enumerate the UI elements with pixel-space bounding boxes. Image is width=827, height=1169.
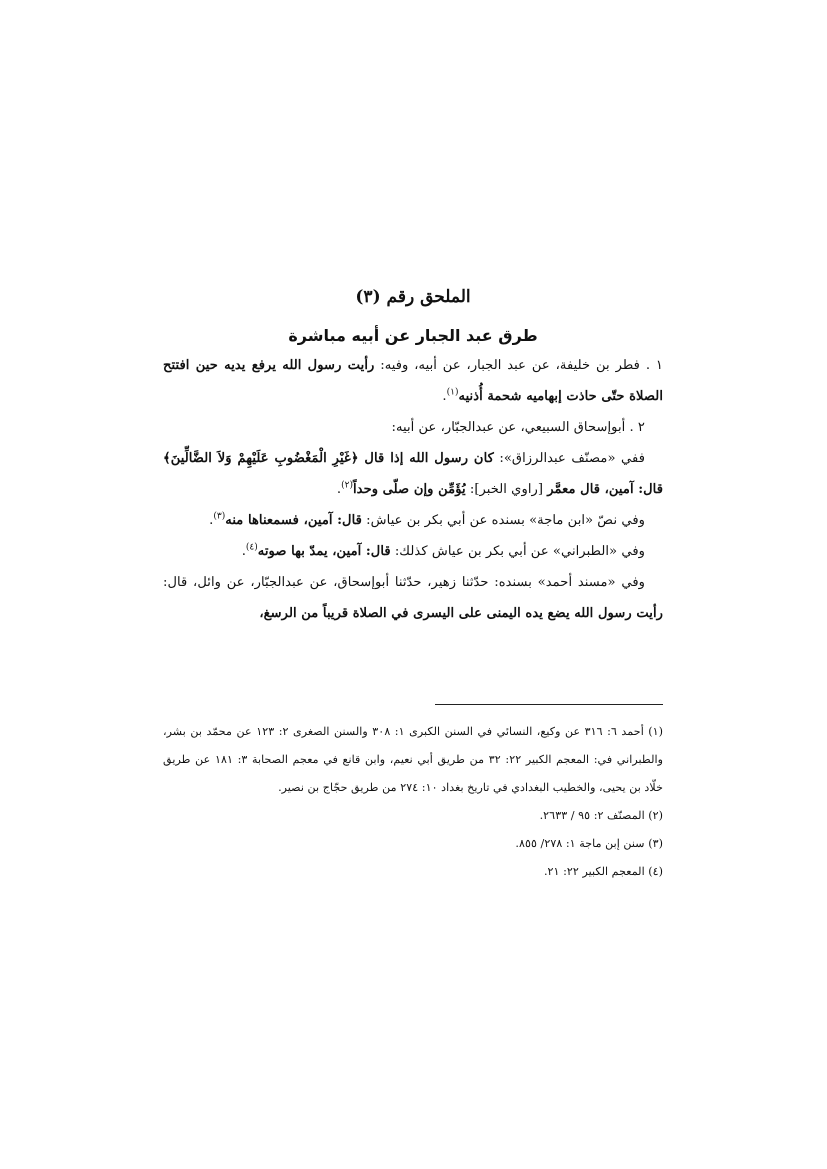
- paragraph-5-quote: قال: آمين، يمدّ بها صوته: [257, 544, 391, 559]
- paragraph-1-quote: رأيت رسول الله يرفع يديه حين افتتح الصلاة حتّى حاذت إبهاميه شحمة أُذنيه: [163, 358, 663, 404]
- footnote-divider: [435, 704, 663, 705]
- appendix-title: الملحق رقم (٣): [355, 287, 471, 307]
- paragraph-3-quote: كان رسول الله إذا قال ﴿غَيْرِ الْمَغْضُوبِ عَلَيْهِمْ وَلاَ الضَّالِّينَ﴾ قال: آمين، قال معمَّر: [163, 451, 663, 497]
- section-title: طرق عبد الجبار عن أبيه مباشرة: [288, 326, 538, 345]
- paragraph-5-end: .: [241, 544, 246, 559]
- paragraph-4-text: وفي نصّ «ابن ماجة» بسنده عن أبي بكر بن عياش:: [361, 513, 645, 528]
- footnotes-section: [163, 718, 663, 886]
- footnote-ref-2[interactable]: (٢): [341, 480, 353, 491]
- paragraph-3: [163, 443, 663, 505]
- paragraph-3-bracket: [راوي الخبر]:: [465, 482, 548, 497]
- paragraph-3-text: ففي «مصنّف عبدالرزاق»:: [493, 451, 646, 466]
- footnote-ref-1[interactable]: (١): [446, 387, 459, 398]
- paragraph-6: [163, 567, 663, 629]
- paragraph-6-text: وفي «مسند أحمد» بسنده: حدّثنا زهير، حدّثنا أبوإسحاق، عن عبدالجبّار، عن وائل، قال:: [163, 575, 645, 590]
- main-text: [163, 284, 663, 629]
- paragraph-5-text: وفي «الطبراني» عن أبي بكر بن عياش كذلك:: [390, 544, 645, 559]
- paragraph-5: [163, 536, 663, 567]
- footnote-2: (٢) المصنّف ٢: ٩٥ / ٢٦٣٣.: [539, 809, 663, 822]
- paragraph-1-text: ١ . فطر بن خليفة، عن عبد الجبار، عن أبيه، وفيه:: [374, 358, 663, 373]
- footnote-1: (١) أحمد ٦: ٣١٦ عن وكيع، النسائي في السنن الكبرى ١: ٣٠٨ والسنن الصغرى ٢: ١٢٣ عن محمّد بن بشر، والطبراني في: المعجم الكبير ٢٢: ٣٢ من طريق أبي نعيم، وابن قانع في معجم الصحابة ٣: ١٨١ عن طريق خلّاد بن يحيى، والخطيب البغدادي في تاريخ بغداد ١٠: ٢٧٤ من طريق حجّاج بن نصير.: [163, 725, 664, 794]
- paragraph-3-quote-2: يُؤَمِّن وإن صلّى وحداً: [352, 482, 466, 497]
- paragraph-3-end: .: [336, 482, 342, 497]
- paragraph-2: ٢ . أبوإسحاق السبيعي، عن عبدالجبّار، عن أبيه:: [391, 420, 645, 435]
- footnote-3: (٣) سنن إبن ماجة ١: ٢٧٨/ ٨٥٥.: [515, 837, 663, 850]
- paragraph-4-end: .: [209, 513, 214, 528]
- paragraph-4: [163, 505, 663, 536]
- footnote-ref-4[interactable]: (٤): [245, 542, 258, 553]
- paragraph-6-quote: رأيت رسول الله يضع يده اليمنى على اليسرى في الصلاة قريباً من الرسغ،: [259, 606, 663, 621]
- footnote-4: (٤) المعجم الكبير ٢٢: ٢١.: [543, 865, 663, 878]
- paragraph-1: [163, 350, 663, 412]
- footnote-ref-3[interactable]: (٣): [213, 511, 226, 522]
- paragraph-4-quote: قال: آمين، فسمعناها منه: [225, 513, 362, 528]
- paragraph-1-end: .: [442, 389, 447, 404]
